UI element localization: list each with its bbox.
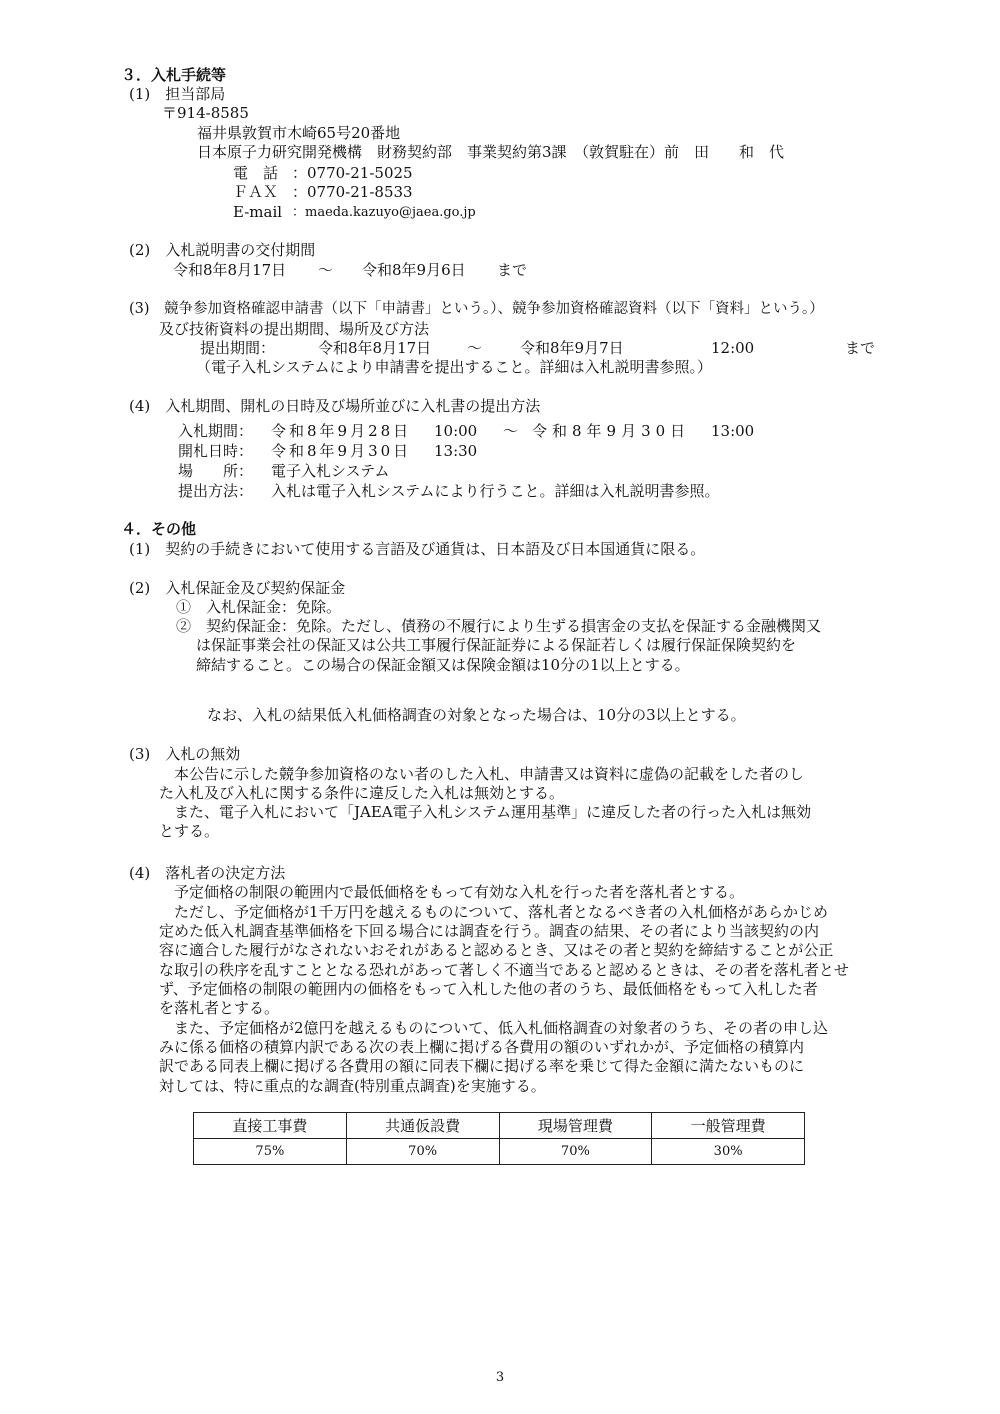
s3-4-r4-value: 入札は電子入札システムにより行うこと。詳細は入札説明書参照。 <box>271 482 720 500</box>
postal-code: 〒914-8585 <box>162 104 249 122</box>
s4-2-note: なお、入札の結果低入札価格調査の対象となった場合は、10分の3以上とする。 <box>207 706 746 724</box>
s4-4-line11: 対しては、特に重点的な調査(特別重点調査)を実施する。 <box>159 1077 546 1095</box>
s3-3-tilde: ～ <box>467 339 483 357</box>
s3-1-title: (1) 担当部局 <box>129 85 226 103</box>
tel-label: 電 話 <box>233 164 279 182</box>
s4-4-line7: を落札者とする。 <box>159 999 280 1017</box>
s3-3-to: 令和8年9月7日 <box>520 339 624 357</box>
cost-rate-table <box>193 1112 805 1165</box>
s4-2-item2-line1: ② 契約保証金：免除。ただし、債務の不履行により生ずる損害金の支払を保証する金融機関又 <box>176 617 822 635</box>
fax-label: ＦＡＸ <box>233 183 279 201</box>
s3-3-title: (3) 競争参加資格確認申請書（以下「申請書」という。）、競争参加資格確認資料（以下「資料」という。） <box>129 301 824 317</box>
s4-4-line4: 容に適合した履行がなされないおそれがあると認めるとき、又はその者と契約を締結することが公正 <box>159 941 834 959</box>
s3-2-title: (2) 入札説明書の交付期間 <box>129 241 316 259</box>
s3-4-r2-time: 13:30 <box>434 442 478 460</box>
s4-2-title: (2) 入札保証金及び契約保証金 <box>129 579 346 597</box>
s4-4-line8: また、予定価格が2億円を越えるものについて、低入札価格調査の対象者のうち、その者の申し込 <box>174 1019 828 1037</box>
s4-4-line6: ず、予定価格の制限の範囲内の価格をもって入札した他の者のうち、最低価格をもって入札した者 <box>159 980 818 998</box>
s3-4-r3-value: 電子入札システム <box>271 462 390 480</box>
table-header-cell: 一般管理費 <box>652 1113 805 1139</box>
s4-1-text: (1) 契約の手続きにおいて使用する言語及び通貨は、日本語及び日本国通貨に限る。 <box>129 540 706 558</box>
table-cell: 75% <box>194 1139 347 1165</box>
table-header-cell: 現場管理費 <box>499 1113 652 1139</box>
s3-3-from: 令和8年8月17日 <box>318 339 432 357</box>
table-cell: 70% <box>346 1139 499 1165</box>
s3-4-r1-tilde: ～ <box>503 422 519 440</box>
section3-heading: ３．入札手続等 <box>121 66 227 84</box>
s4-4-title: (4) 落札者の決定方法 <box>129 864 286 882</box>
table-cell: 30% <box>652 1139 805 1165</box>
s3-4-r3-label: 場 所： <box>178 462 254 480</box>
s3-4-r2-label: 開札日時： <box>178 442 254 460</box>
s4-3-title: (3) 入札の無効 <box>129 745 241 763</box>
table-header-row <box>194 1113 805 1139</box>
table-row <box>194 1139 805 1165</box>
s4-3-line3: また、電子入札において「JAEA電子入札システム運用基準」に違反した者の行った入札は無効 <box>174 803 812 821</box>
s4-4-line3: 定めた低入札調査基準価格を下回る場合には調査を行う。調査の結果、その者により当該契約の内 <box>159 922 820 940</box>
s4-3-line4: とする。 <box>159 822 220 840</box>
table-cell: 70% <box>499 1139 652 1165</box>
page-number: 3 <box>495 1370 505 1385</box>
s4-4-line2: ただし、予定価格が1千万円を越えるものについて、落札者となるべき者の入札価格があらかじめ <box>174 903 828 921</box>
s3-4-r1-time2: 13:00 <box>711 422 755 440</box>
address: 福井県敦賀市木崎65号20番地 <box>197 124 401 142</box>
s4-4-line10: 訳である同表上欄に掲げる各費用の額に同表下欄に掲げる率を乗じて得た金額に満たないものに <box>159 1057 805 1075</box>
s3-4-r4-label: 提出方法： <box>178 482 254 500</box>
table-header-cell: 共通仮設費 <box>346 1113 499 1139</box>
s4-4-line1: 予定価格の制限の範囲内で最低価格をもって有効な入札を行った者を落札者とする。 <box>174 883 745 901</box>
s3-4-r1-label: 入札期間： <box>178 422 254 440</box>
s4-2-item2-line3: 締結すること。この場合の保証金額又は保険金額は10分の1以上とする。 <box>196 656 690 674</box>
tel-value: ：0770-21-5025 <box>292 164 413 182</box>
s3-4-title: (4) 入札期間、開札の日時及び場所並びに入札書の提出方法 <box>129 397 541 415</box>
s3-4-r1-from: 令和8年9月28日 <box>271 422 412 440</box>
s4-3-line1: 本公告に示した競争参加資格のない者のした入札、申請書又は資料に虚偽の記載をした者のし <box>174 765 805 783</box>
s3-3-label: 提出期間： <box>200 339 276 357</box>
s3-3-until: まで <box>845 339 876 357</box>
email-label: E-mail <box>233 203 283 221</box>
s3-4-r1-time1: 10:00 <box>434 422 478 440</box>
s3-3-time: 12:00 <box>711 339 755 357</box>
s3-2-tilde: ～ <box>318 261 334 279</box>
s3-3-note: （電子入札システムにより申請書を提出すること。詳細は入札説明書参照。） <box>196 358 713 376</box>
table-header-cell: 直接工事費 <box>194 1113 347 1139</box>
s3-3-title2: 及び技術資料の提出期間、場所及び方法 <box>159 320 430 338</box>
s4-3-line2: た入札及び入札に関する条件に違反した入札は無効とする。 <box>159 784 565 802</box>
s3-2-from: 令和8年8月17日 <box>173 261 287 279</box>
organization: 日本原子力研究開発機構 財務契約部 事業契約第3課 （敦賀駐在）前 田 和 代 <box>197 143 785 161</box>
section4-heading: ４．その他 <box>121 520 197 538</box>
s4-4-line9: みに係る価格の積算内訳である次の表上欄に掲げる各費用の額のいずれかが、予定価格の積算内 <box>159 1038 805 1056</box>
s4-2-item1: ① 入札保証金：免除。 <box>176 598 342 616</box>
fax-value: ：0770-21-8533 <box>292 183 413 201</box>
s3-2-until: まで <box>497 261 528 279</box>
s3-4-r1-to: 令和8年9月30日 <box>532 422 691 440</box>
email-value: ：maeda.kazuyo@jaea.go.jp <box>292 205 476 220</box>
s4-4-line5: な取引の秩序を乱すこととなる恐れがあって著しく不適当であると認めるときは、その者を落札者とせ <box>159 961 849 979</box>
s3-4-r2-date: 令和8年9月30日 <box>271 442 412 460</box>
s3-2-to: 令和8年9月6日 <box>362 261 466 279</box>
s4-2-item2-line2: は保証事業会社の保証又は公共工事履行保証証券による保証若しくは履行保証保険契約を <box>196 636 797 654</box>
